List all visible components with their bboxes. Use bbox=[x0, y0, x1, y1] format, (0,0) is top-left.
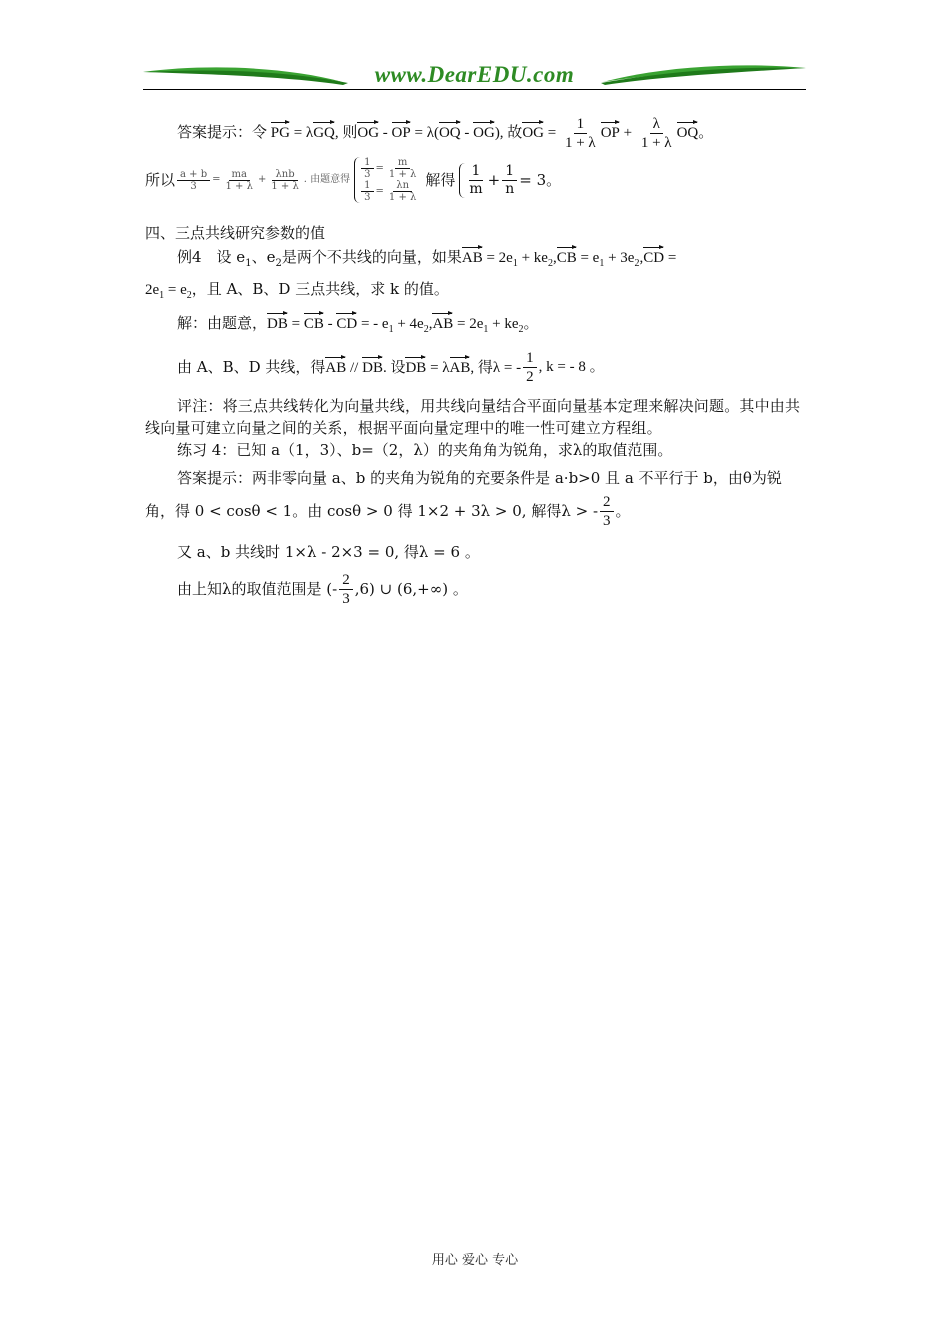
math-text: = - e bbox=[357, 316, 389, 332]
fraction-denominator: n bbox=[505, 180, 515, 197]
math-text: 例4 设 e bbox=[177, 248, 246, 266]
fraction-numerator: λn bbox=[393, 180, 412, 192]
vector-label: OG bbox=[473, 120, 495, 141]
subscript: 2 bbox=[186, 290, 192, 301]
example4-line2 bbox=[145, 277, 807, 308]
math-text bbox=[267, 316, 524, 335]
fraction-numerator: 1 bbox=[469, 163, 484, 181]
math-text: = 3 bbox=[519, 171, 547, 189]
math-text bbox=[502, 163, 517, 198]
math-text bbox=[361, 157, 373, 180]
fraction-numerator: 2 bbox=[600, 493, 614, 512]
practice4-answer-line3: 又 a、b 共线时 1×λ - 2×3 = 0, 得λ = 6 。 bbox=[177, 543, 480, 561]
math-text: 是两个不共线的向量，如果 bbox=[281, 248, 462, 266]
subscript: 2 bbox=[634, 258, 640, 269]
subscript: 2 bbox=[547, 258, 553, 269]
fraction-denominator: 3 bbox=[342, 590, 350, 607]
subscript: 1 bbox=[483, 324, 489, 335]
subscript: 1 bbox=[512, 258, 518, 269]
math-text: . 设 bbox=[382, 360, 406, 376]
math-text bbox=[361, 180, 373, 203]
math-text: , 则 bbox=[334, 125, 358, 141]
math-text: - bbox=[323, 316, 337, 332]
vector-label: CD bbox=[336, 311, 357, 332]
fraction-denominator: 3 bbox=[190, 180, 197, 192]
math-text: = e bbox=[576, 250, 600, 266]
math-text bbox=[177, 169, 210, 192]
math-text bbox=[268, 169, 301, 192]
vector-label: CB bbox=[304, 311, 324, 332]
practice4-answer-line2 bbox=[145, 489, 807, 533]
fraction-numerator: ma bbox=[229, 169, 250, 181]
example4-collinear bbox=[145, 345, 807, 389]
vector-label: CD bbox=[643, 245, 664, 266]
fraction-numerator: 1 bbox=[523, 349, 537, 368]
subscript: 1 bbox=[388, 324, 394, 335]
math-text: = bbox=[664, 250, 677, 266]
vector-label: OP bbox=[392, 120, 411, 141]
math-text: = λ bbox=[289, 125, 314, 141]
math-text: ), 故 bbox=[494, 125, 523, 141]
result-brace bbox=[459, 163, 546, 198]
math-text: . 由题意得 bbox=[303, 174, 351, 185]
subscript: 2 bbox=[275, 258, 282, 269]
math-text: + 3e bbox=[604, 250, 635, 266]
vector-label: AB bbox=[432, 311, 453, 332]
document-body bbox=[145, 112, 807, 611]
vector-label: OG bbox=[357, 120, 379, 141]
site-brand-logo[interactable]: www.DearEDU.com bbox=[374, 62, 575, 87]
math-text: // bbox=[346, 360, 363, 376]
vector-label: OG bbox=[522, 120, 544, 141]
section-heading: 四、三点共线研究参数的值 bbox=[145, 224, 326, 242]
math-text: + bbox=[257, 174, 267, 185]
fraction-denominator: m bbox=[469, 180, 483, 197]
math-text: + bbox=[619, 125, 633, 141]
math-text bbox=[386, 180, 419, 203]
fraction-numerator: λ bbox=[650, 115, 663, 134]
vector-label: OP bbox=[601, 120, 620, 141]
math-text: 所以 bbox=[145, 171, 176, 189]
fraction-denominator: 3 bbox=[603, 512, 611, 529]
math-text: 由上知λ的取值范围是 (- bbox=[177, 580, 338, 598]
math-text: = 2e bbox=[482, 250, 513, 266]
math-text: + bbox=[487, 171, 501, 189]
math-text: , bbox=[552, 250, 557, 266]
math-text bbox=[386, 157, 419, 180]
subscript: 1 bbox=[159, 290, 165, 301]
math-text bbox=[223, 169, 256, 192]
math-text: 由 A、B、D 共线，得 bbox=[177, 358, 326, 376]
comment-paragraph: 评注：将三点共线转化为向量共线，用共线向量结合平面向量基本定理来解决问题。其中由共线向量可建立向量之间的关系，根据平面向量定理中的唯一性可建立方程组。 bbox=[145, 397, 801, 437]
math-text bbox=[325, 355, 521, 379]
math-text bbox=[461, 250, 677, 269]
practice4-answer-line4 bbox=[145, 567, 807, 611]
fraction-denominator: 1 + λ bbox=[225, 180, 253, 192]
math-text: + ke bbox=[488, 316, 519, 332]
math-text: $\frac{1}{3}$ = $\frac{\lambda n}{1 + \lambda}$ bbox=[359, 180, 421, 203]
fraction-numerator: 1 bbox=[361, 157, 373, 169]
equation-system bbox=[354, 157, 421, 203]
fraction-numerator: λnb bbox=[272, 169, 297, 181]
math-text: $\frac{1}{3}$ = $\frac{m}{1 + \lambda}$ bbox=[359, 157, 421, 180]
practice3-answer-line2 bbox=[145, 154, 807, 206]
subscript: 1 bbox=[599, 258, 605, 269]
math-text: = e bbox=[164, 282, 187, 298]
vector-label: AB bbox=[450, 355, 471, 376]
fraction bbox=[638, 115, 675, 152]
fraction-denominator: 1 + λ bbox=[388, 192, 417, 203]
fraction-denominator: 2 bbox=[526, 368, 534, 385]
fraction-denominator: 3 bbox=[364, 169, 371, 180]
page-footer: 用心 爱心 专心 bbox=[431, 1253, 519, 1268]
fraction bbox=[523, 349, 537, 386]
fraction-numerator: 2 bbox=[339, 571, 353, 590]
subscript: 2 bbox=[423, 324, 429, 335]
vector-label: DB bbox=[362, 355, 383, 376]
vector-label: DB bbox=[267, 311, 288, 332]
fraction-denominator: 1 + λ bbox=[640, 135, 672, 152]
math-text: ,6) ∪ (6,+∞) 。 bbox=[354, 580, 468, 598]
fraction-numerator: 1 bbox=[502, 163, 517, 181]
fraction-numerator: 1 bbox=[574, 115, 588, 134]
math-text: 。 bbox=[523, 314, 539, 332]
math-text: + ke bbox=[517, 250, 548, 266]
math-text: = bbox=[287, 316, 304, 332]
math-text bbox=[466, 163, 485, 198]
math-text: 。 bbox=[615, 502, 631, 520]
fraction-denominator: 3 bbox=[364, 192, 371, 203]
math-text: - bbox=[379, 125, 392, 141]
math-text: ，且 A、B、D 三点共线，求 k 的值。 bbox=[191, 280, 449, 298]
fraction bbox=[339, 571, 353, 608]
site-header bbox=[143, 58, 806, 92]
math-text: 解：由题意， bbox=[177, 314, 268, 332]
math-text: 、e bbox=[251, 248, 276, 266]
vector-pg: PG bbox=[271, 120, 290, 141]
math-text: = bbox=[543, 125, 557, 141]
fraction bbox=[600, 493, 614, 530]
vector-label: GQ bbox=[313, 120, 335, 141]
math-text: = bbox=[212, 174, 221, 185]
math-text: = 2e bbox=[453, 316, 484, 332]
math-text bbox=[145, 282, 192, 301]
subscript: 1 bbox=[245, 258, 252, 269]
practice3-answer-line1 bbox=[145, 112, 807, 152]
fraction bbox=[562, 115, 599, 152]
math-text: , 得λ = - bbox=[470, 360, 522, 376]
example4-line1 bbox=[145, 244, 807, 277]
math-text: - bbox=[460, 125, 474, 141]
math-text: 答案提示：令 bbox=[177, 123, 268, 141]
vector-label: AB bbox=[462, 245, 483, 266]
vector-label: OQ bbox=[439, 120, 461, 141]
vector-label: DB bbox=[405, 355, 426, 376]
practice4-answer-line1: 答案提示：两非零向量 a、b 的夹角为锐角的充要条件是 a·b>0 且 a 不平行于 b，由θ为锐 bbox=[177, 469, 782, 487]
math-text: = λ bbox=[426, 360, 450, 376]
fraction-denominator: 1 + λ bbox=[271, 180, 299, 192]
math-text: 角，得 0 < cosθ < 1。由 cosθ > 0 得 1×2 + 3λ > 0, 解得λ > - bbox=[145, 502, 599, 520]
fraction-numerator: 1 bbox=[361, 180, 373, 192]
header-divider bbox=[143, 89, 806, 90]
vector-label: AB bbox=[325, 355, 346, 376]
math-text: , k = - 8 。 bbox=[538, 359, 605, 375]
fraction-denominator: 1 + λ bbox=[388, 169, 417, 180]
math-text: = λ( bbox=[410, 125, 439, 141]
math-text: 解得 bbox=[425, 171, 456, 189]
math-text: 。 bbox=[546, 171, 562, 189]
subscript: 2 bbox=[518, 324, 524, 335]
vector-label: OQ bbox=[677, 120, 699, 141]
fraction-denominator: 1 + λ bbox=[564, 135, 596, 152]
fraction-numerator: m bbox=[395, 157, 410, 169]
math-text: , bbox=[639, 250, 644, 266]
math-text: 2e bbox=[145, 282, 160, 298]
fraction-numerator: a + b bbox=[177, 169, 210, 181]
example4-solution bbox=[145, 308, 807, 345]
math-text: + 4e bbox=[393, 316, 424, 332]
vector-label: CB bbox=[557, 245, 577, 266]
practice4-question: 练习 4：已知 a（1，3）、b=（2，λ）的夹角角为锐角，求λ的取值范围。 bbox=[177, 441, 673, 459]
math-text: , bbox=[428, 316, 433, 332]
math-text: 。 bbox=[698, 123, 714, 141]
